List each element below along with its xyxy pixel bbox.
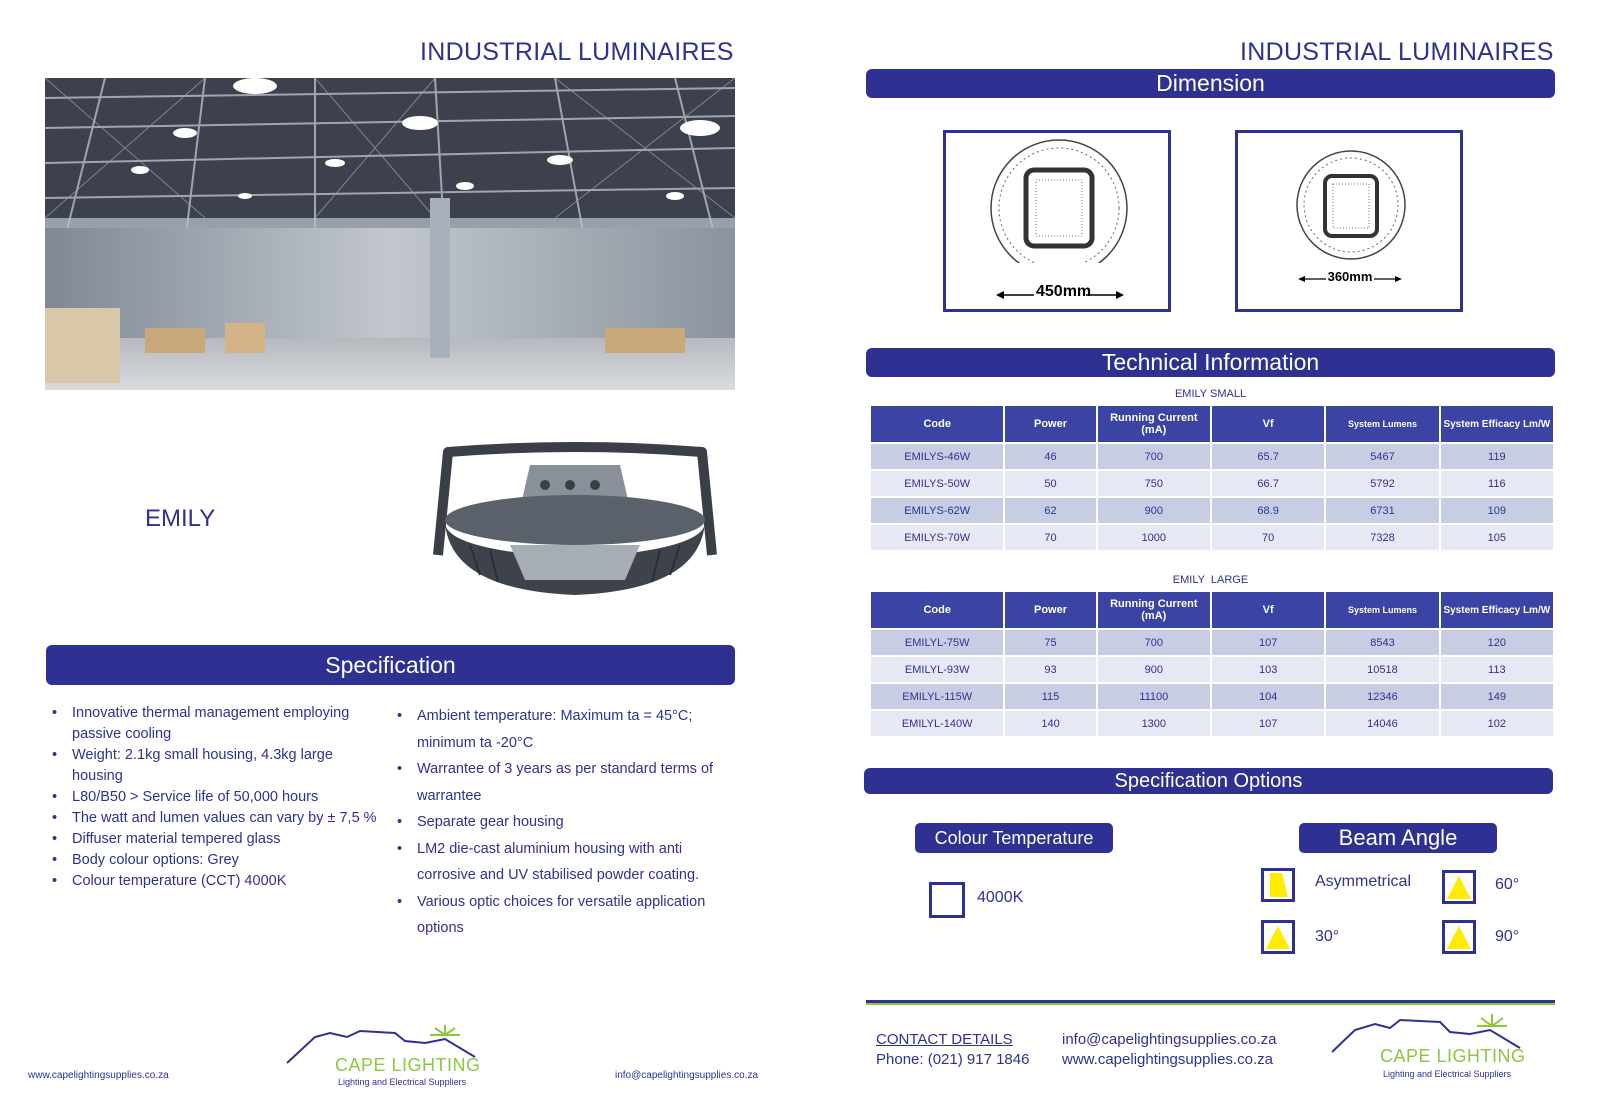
table-cell: 65.7: [1211, 443, 1325, 470]
specification-heading: Specification: [46, 645, 735, 685]
table-row: [871, 656, 1554, 683]
list-item: • L80/B50 > Service life of 50,000 hours: [48, 787, 378, 808]
table-cell: 1000: [1097, 524, 1211, 550]
contact-website[interactable]: www.capelightingsupplies.co.za: [1062, 1051, 1273, 1068]
list-item: • Innovative thermal management employing passive cooling: [48, 703, 378, 745]
table-cell: 104: [1211, 683, 1325, 710]
column-header: System Efficacy Lm/W: [1440, 406, 1554, 443]
beam-90-label: 90°: [1495, 928, 1520, 945]
table-cell: 105: [1440, 524, 1554, 550]
table-cell: EMILYL-93W: [871, 656, 1004, 683]
table-cell: 119: [1440, 443, 1554, 470]
dimension-small-label: 360mm: [1327, 269, 1373, 284]
colour-temp-label: 4000K: [977, 889, 1024, 906]
beam-60-icon[interactable]: [1442, 870, 1476, 904]
column-header: Code: [871, 592, 1004, 629]
contact-heading: CONTACT DETAILS: [876, 1031, 1013, 1048]
beam-90-icon[interactable]: [1442, 920, 1476, 954]
table-cell: EMILYS-70W: [871, 524, 1004, 550]
table-row: [871, 629, 1554, 656]
table-cell: 50: [1004, 470, 1096, 497]
beam-angle-heading: Beam Angle: [1299, 823, 1497, 853]
left-page-title: INDUSTRIAL LUMINAIRES: [420, 38, 734, 66]
table-cell: EMILYS-50W: [871, 470, 1004, 497]
beam-30-icon[interactable]: [1261, 920, 1295, 954]
column-header: System Efficacy Lm/W: [1440, 592, 1554, 629]
column-header: Power: [1004, 592, 1096, 629]
right-page-title: INDUSTRIAL LUMINAIRES: [1240, 38, 1554, 66]
table-cell: EMILYL-75W: [871, 629, 1004, 656]
logo-text: CAPE LIGHTING: [335, 1055, 481, 1075]
list-item: • LM2 die-cast aluminium housing with anti corrosive and UV stabilised powder coating.: [393, 836, 723, 889]
table-cell: 140: [1004, 710, 1096, 736]
warehouse-photo: [45, 78, 735, 390]
table-cell: 115: [1004, 683, 1096, 710]
table-cell: 5467: [1325, 443, 1439, 470]
table-row: [871, 497, 1554, 524]
table-row: [871, 524, 1554, 550]
specification-options-heading: Specification Options: [864, 768, 1553, 794]
contact-email[interactable]: info@capelightingsupplies.co.za: [1062, 1031, 1277, 1048]
table-cell: 68.9: [1211, 497, 1325, 524]
table-cell: 102: [1440, 710, 1554, 736]
dimension-small-box: [1235, 130, 1463, 312]
table-cell: 149: [1440, 683, 1554, 710]
cape-lighting-logo: [1330, 1012, 1540, 1087]
asymmetrical-beam-icon[interactable]: [1261, 868, 1295, 902]
footer-divider-accent: [866, 1003, 1555, 1005]
table-cell: 1300: [1097, 710, 1211, 736]
table-cell: 120: [1440, 629, 1554, 656]
table-cell: 6731: [1325, 497, 1439, 524]
table-cell: 66.7: [1211, 470, 1325, 497]
beam-60-label: 60°: [1495, 876, 1520, 893]
table-cell: 7328: [1325, 524, 1439, 550]
table-cell: 10518: [1325, 656, 1439, 683]
table-cell: EMILYL-115W: [871, 683, 1004, 710]
dimension-heading: Dimension: [866, 69, 1555, 98]
logo-text: CAPE LIGHTING: [1380, 1046, 1526, 1066]
table-cell: 900: [1097, 656, 1211, 683]
list-item: • Diffuser material tempered glass: [48, 829, 378, 850]
column-header: Running Current (mA): [1097, 406, 1211, 443]
list-item: • Various optic choices for versatile application options: [393, 889, 723, 942]
table-cell: EMILYS-46W: [871, 443, 1004, 470]
colour-temp-checkbox[interactable]: [929, 882, 965, 918]
emily-small-table: [871, 406, 1555, 550]
table-cell: 75: [1004, 629, 1096, 656]
list-item: • Body colour options: Grey: [48, 850, 378, 871]
luminaire-image: [430, 440, 720, 610]
technical-information-heading: Technical Information: [866, 348, 1555, 377]
list-item: • Warrantee of 3 years as per standard terms of warrantee: [393, 756, 723, 809]
table-cell: 14046: [1325, 710, 1439, 736]
spec-list-col1: [48, 703, 378, 892]
table-cell: 62: [1004, 497, 1096, 524]
table-cell: 750: [1097, 470, 1211, 497]
table-cell: 116: [1440, 470, 1554, 497]
table-row: [871, 710, 1554, 736]
logo-subtitle: Lighting and Electrical Suppliers: [1383, 1069, 1512, 1079]
dimension-large-label: 450mm: [1036, 283, 1092, 300]
dimension-large-box: [943, 130, 1171, 312]
table-row: [871, 470, 1554, 497]
table-cell: 93: [1004, 656, 1096, 683]
logo-subtitle: Lighting and Electrical Suppliers: [338, 1077, 467, 1087]
table-cell: 46: [1004, 443, 1096, 470]
table-cell: 107: [1211, 629, 1325, 656]
colour-temperature-heading: Colour Temperature: [915, 823, 1113, 853]
table-cell: EMILYL-140W: [871, 710, 1004, 736]
table-cell: 700: [1097, 443, 1211, 470]
table-cell: 113: [1440, 656, 1554, 683]
cape-lighting-logo: [285, 1025, 495, 1095]
table-cell: 70: [1211, 524, 1325, 550]
table-cell: 700: [1097, 629, 1211, 656]
table-cell: 70: [1004, 524, 1096, 550]
column-header: System Lumens: [1325, 406, 1439, 443]
contact-phone: Phone: (021) 917 1846: [876, 1051, 1030, 1068]
column-header: Running Current (mA): [1097, 592, 1211, 629]
table-cell: 103: [1211, 656, 1325, 683]
list-item: • Weight: 2.1kg small housing, 4.3kg large housing: [48, 745, 378, 787]
column-header: Vf: [1211, 406, 1325, 443]
list-item: • Ambient temperature: Maximum ta = 45°C; minimum ta -20°C: [393, 703, 723, 756]
table-cell: 12346: [1325, 683, 1439, 710]
beam-30-label: 30°: [1315, 928, 1340, 945]
small-table-caption: EMILY SMALL: [1174, 388, 1247, 400]
spec-list-col2: [393, 703, 723, 942]
column-header: Code: [871, 406, 1004, 443]
footer-website[interactable]: www.capelightingsupplies.co.za: [28, 1070, 169, 1081]
list-item: • The watt and lumen values can vary by ± 7,5 %: [48, 808, 378, 829]
footer-email[interactable]: info@capelightingsupplies.co.za: [615, 1070, 759, 1081]
table-cell: EMILYS-62W: [871, 497, 1004, 524]
product-name: EMILY: [145, 505, 216, 532]
table-row: [871, 443, 1554, 470]
column-header: Power: [1004, 406, 1096, 443]
large-table-caption: EMILY LARGE: [1172, 574, 1249, 586]
list-item: • Colour temperature (CCT) 4000K: [48, 871, 378, 892]
table-cell: 109: [1440, 497, 1554, 524]
table-cell: 107: [1211, 710, 1325, 736]
beam-asymmetrical-label: Asymmetrical: [1315, 873, 1412, 890]
column-header: Vf: [1211, 592, 1325, 629]
column-header: System Lumens: [1325, 592, 1439, 629]
table-cell: 900: [1097, 497, 1211, 524]
table-row: [871, 683, 1554, 710]
table-cell: 11100: [1097, 683, 1211, 710]
emily-large-table: [871, 592, 1555, 736]
list-item: • Separate gear housing: [393, 809, 723, 836]
table-cell: 5792: [1325, 470, 1439, 497]
table-cell: 8543: [1325, 629, 1439, 656]
